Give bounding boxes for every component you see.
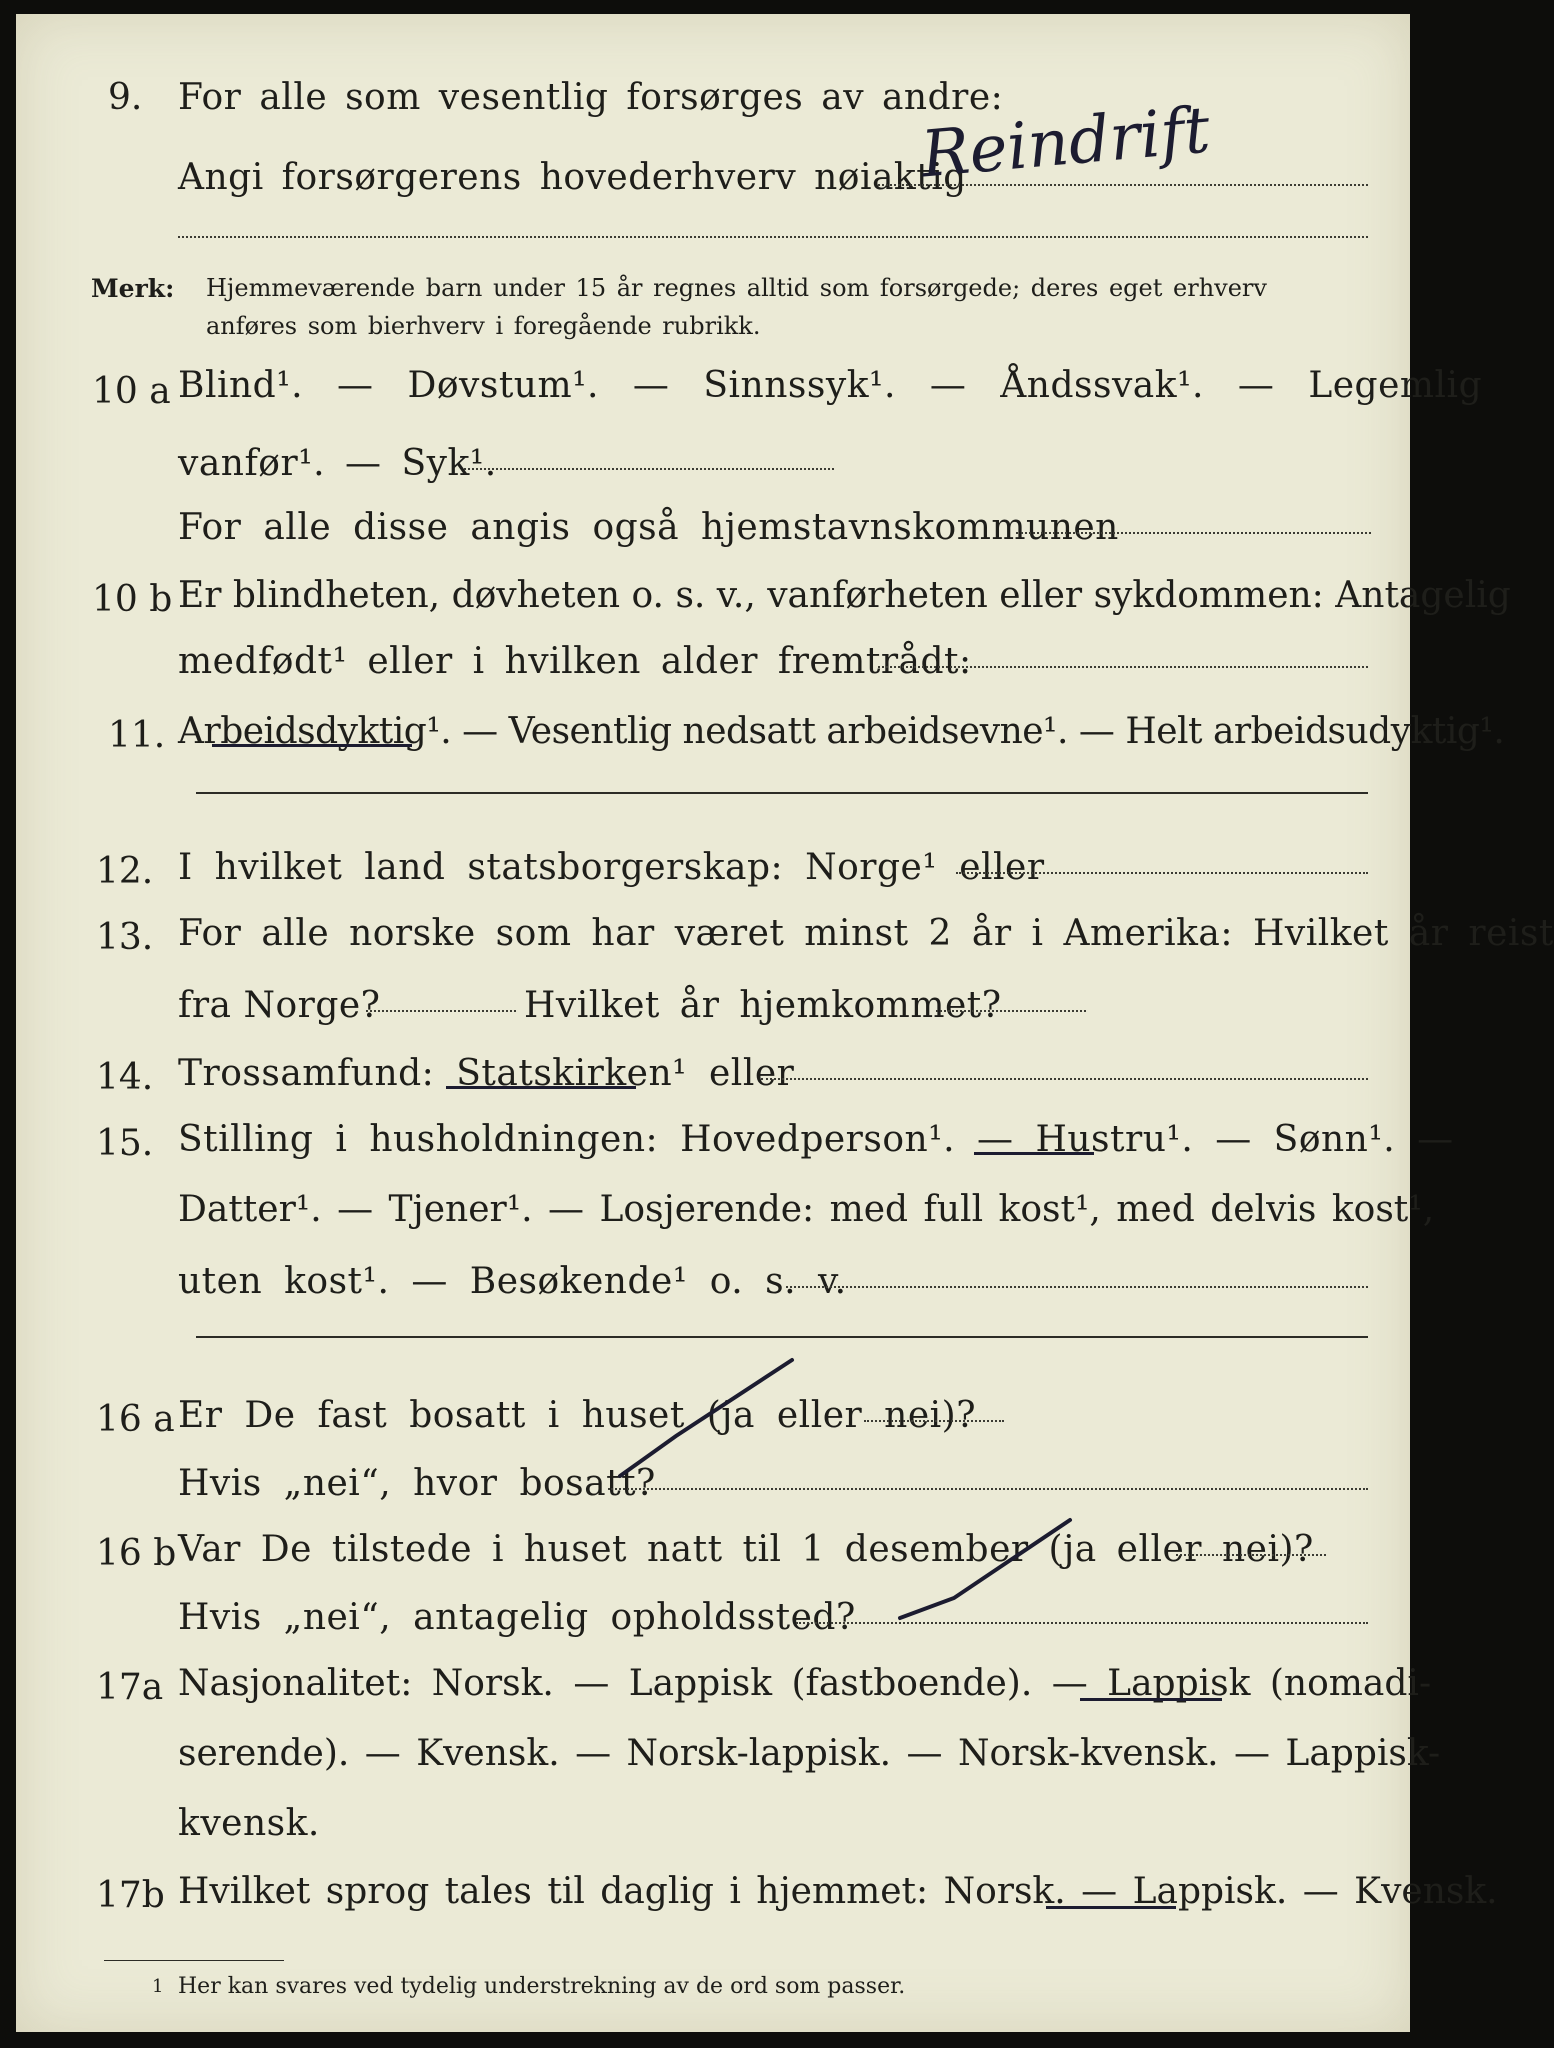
q16a-answer-line — [864, 1420, 1004, 1422]
q9-number: 9. — [108, 77, 143, 118]
q10b-number: 10 b — [92, 579, 173, 620]
q10b-answer-line — [878, 666, 1368, 668]
q16b-line1: Var De tilstede i huset natt til 1 desember (ja eller nei)? — [178, 1529, 1314, 1570]
q13-line2a: fra Norge? — [178, 985, 381, 1026]
q17a-underline-lappisk — [1080, 1698, 1222, 1701]
q9-line2: Angi forsørgerens hovederhverv nøiaktig — [178, 157, 967, 198]
q10b-line2: medfødt¹ eller i hvilken alder fremtrådt: — [178, 641, 972, 682]
q17b-line1: Hvilket sprog tales til daglig i hjemmet: Norsk. — Lappisk. — Kvensk. — [178, 1871, 1498, 1912]
q14-number: 14. — [96, 1057, 154, 1098]
q10b-line1: Er blindheten, døvheten o. s. v., vanførheten eller sykdommen: Antagelig — [178, 575, 1511, 616]
merk-line2: anføres som bierhverv i foregående rubrikk. — [206, 312, 761, 340]
q12-number: 12. — [96, 851, 154, 892]
q10a-hometown-line — [1016, 532, 1371, 534]
q16a-line2: Hvis „nei“, hvor bosatt? — [178, 1463, 656, 1504]
footnote-mark: 1 — [152, 1976, 164, 1997]
q15-extra-line — [196, 1336, 1368, 1338]
census-form-page — [16, 14, 1554, 2032]
q10a-answer-line — [464, 468, 834, 470]
q17b-number: 17b — [96, 1875, 165, 1916]
q10a-line1: Blind¹. — Døvstum¹. — Sinnssyk¹. — Åndssvak¹. — Legemlig — [178, 365, 1483, 406]
q13-return-line — [936, 1010, 1086, 1012]
q16a-number: 16 a — [96, 1399, 175, 1440]
q15-answer-line — [786, 1286, 1368, 1288]
q9-extra-line — [178, 236, 1368, 238]
q15-line2: Datter¹. — Tjener¹. — Losjerende: med full kost¹, med delvis kost¹, — [178, 1189, 1435, 1230]
q14-line1: Trossamfund: Statskirken¹ eller — [178, 1053, 795, 1094]
q17a-number: 17a — [96, 1667, 164, 1708]
q15-underline-hustru — [974, 1152, 1094, 1155]
q13-number: 13. — [96, 917, 154, 958]
q16b-answer-line — [1176, 1554, 1326, 1556]
q15-line1: Stilling i husholdningen: Hovedperson¹. — Hustru¹. — Sønn¹. — — [178, 1119, 1454, 1160]
q17b-underline-lappisk — [1046, 1906, 1176, 1909]
merk-line1: Hjemmeværende barn under 15 år regnes alltid som forsørgede; deres eget erhverv — [206, 274, 1267, 302]
q17a-line2: serende). — Kvensk. — Norsk-lappisk. — Norsk-kvensk. — Lappisk- — [178, 1733, 1441, 1774]
q13-departure-line — [366, 1010, 516, 1012]
q16b-checkmark — [896, 1514, 1076, 1624]
q16a-location-line — [608, 1488, 1368, 1490]
q13-line1: For alle norske som har været minst 2 år i Amerika: Hvilket år reist — [178, 913, 1554, 954]
q11-underline-arbeidsdyktig — [212, 744, 412, 747]
q17a-line1: Nasjonalitet: Norsk. — Lappisk (fastboende). — Lappisk (nomadi- — [178, 1663, 1432, 1704]
q11-answer-line — [196, 792, 1368, 794]
q9-handwritten-answer: Reindrift — [918, 93, 1213, 193]
merk-label: Merk: — [91, 274, 175, 303]
q16b-number: 16 b — [96, 1533, 177, 1574]
q17a-line3: kvensk. — [178, 1803, 320, 1844]
q14-answer-line — [761, 1078, 1368, 1080]
q12-line1: I hvilket land statsborgerskap: Norge¹ eller — [178, 847, 1045, 888]
q11-number: 11. — [108, 715, 166, 756]
q10a-line2: vanfør¹. — Syk¹. — [178, 443, 497, 484]
q12-answer-line — [956, 872, 1368, 874]
q16a-line1: Er De fast bosatt i huset (ja eller nei)? — [178, 1395, 977, 1436]
q16a-checkmark — [616, 1354, 796, 1484]
q14-underline-statskirken — [446, 1086, 636, 1089]
q13-line2b: Hvilket år hjemkommet? — [524, 985, 1002, 1026]
q10a-number: 10 a — [92, 371, 171, 412]
q10a-line3: For alle disse angis også hjemstavnskommunen — [178, 507, 1119, 548]
footnote-rule — [104, 1960, 284, 1961]
q16b-line2: Hvis „nei“, antagelig opholdssted? — [178, 1597, 856, 1638]
q15-line3: uten kost¹. — Besøkende¹ o. s. v. — [178, 1261, 847, 1302]
q9-line1: For alle som vesentlig forsørges av andre: — [178, 77, 1004, 118]
footnote-text: Her kan svares ved tydelig understrekning av de ord som passer. — [178, 1974, 906, 1999]
q11-line1: Arbeidsdyktig¹. — Vesentlig nedsatt arbeidsevne¹. — Helt arbeidsudyktig¹. — [178, 711, 1505, 752]
q15-number: 15. — [96, 1123, 154, 1164]
q16b-location-line — [796, 1622, 1368, 1624]
